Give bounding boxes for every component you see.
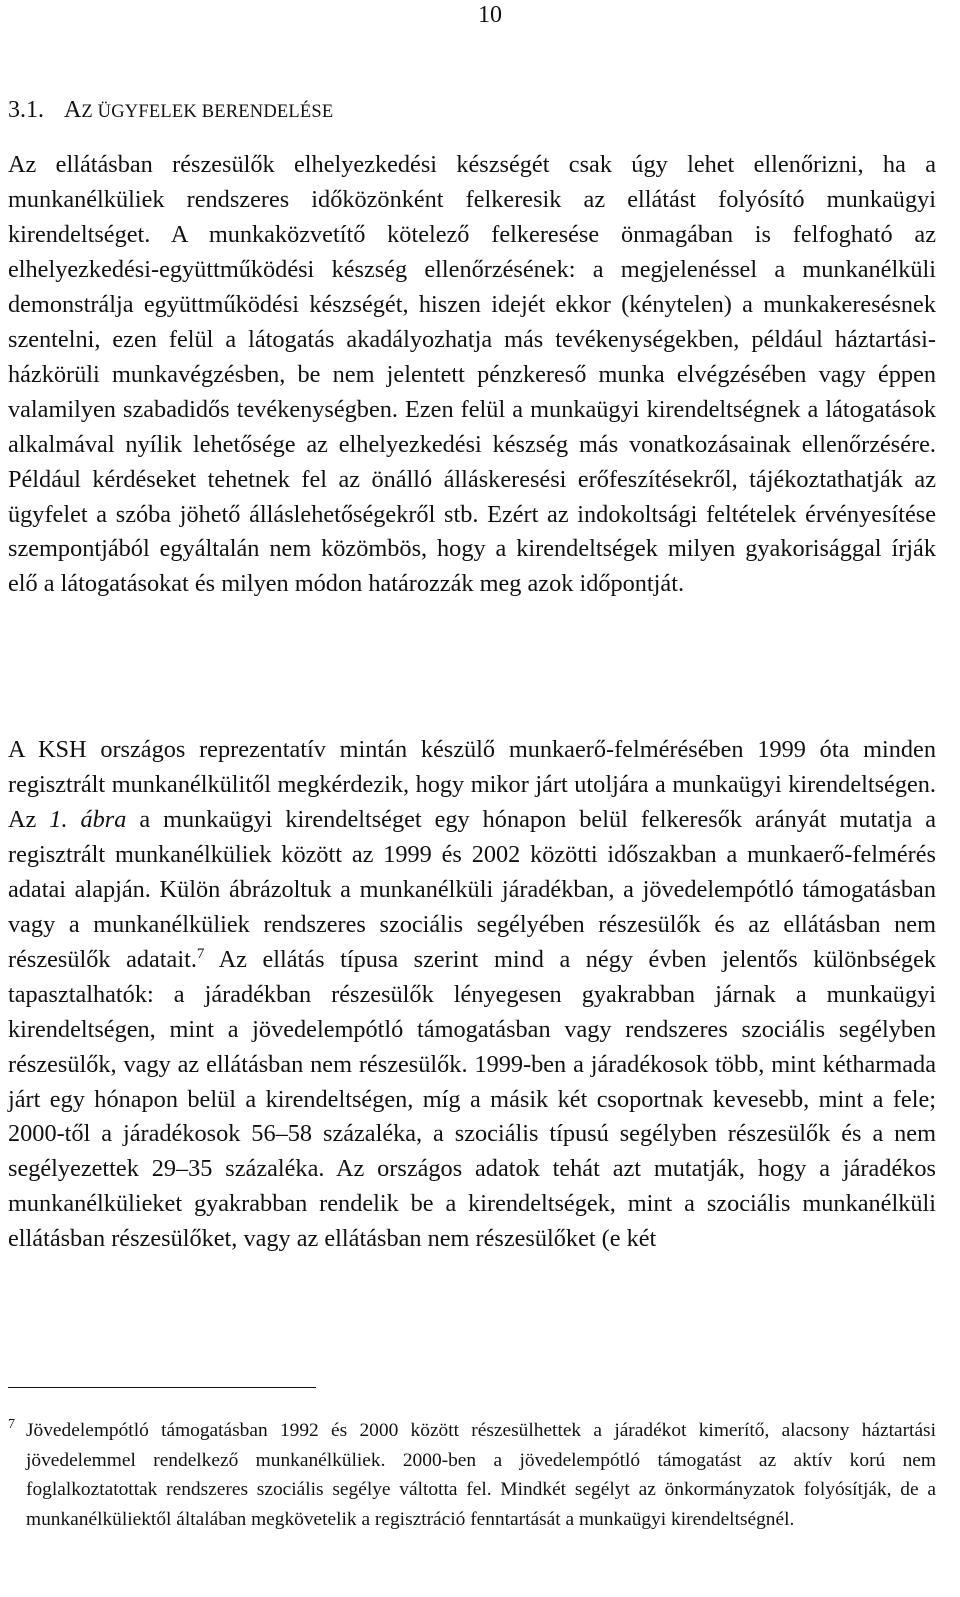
section-title xyxy=(64,97,333,123)
section-heading xyxy=(8,96,333,126)
footnote-text: Jövedelempótló támogatásban 1992 és 2000 között részesülhettek a járadékot kimerítő, alacsony háztartási jövedelemmel rendelkező munkanélküliek. 2000-ben a jövedelempótló támogatást az aktív korú nem foglalkoztatottak rendszeres szociális segélye váltotta fel. Mindkét segélyt az önkormányzatok folyósítják, de a munkanélküliektől általában megkövetelik a regisztráció fenntartását a munkaügyi kirendeltségnél. xyxy=(26,1420,936,1530)
footnote-divider xyxy=(8,1387,316,1388)
footnote-reference: 7 xyxy=(196,945,205,962)
footnote xyxy=(8,1416,936,1534)
section-number: 3.1. xyxy=(8,97,44,123)
paragraph-2-part-b: a munkaügyi kirendeltséget egy hónapon belül felkeresők arányát mutatja a regisztrált munkanélküliek között az 1999 és 2002 közötti időszakban a munkaerő-felmérés adatai alapján. Külön ábrázoltuk a munkanélküli járadékban, a jövedelempótló támogatásban vagy a munkanélküliek rendszeres szociális segélyében részesülők és az ellátásban nem részesülők adatait. xyxy=(8,805,937,973)
page-number: 10 xyxy=(478,2,502,28)
paragraph-2-part-c: Az ellátás típusa szerint mind a négy évben jelentős különbségek tapasztalhatók: a járadékban részesülők lényegesen gyakrabban járnak a munkaügyi kirendeltségen, mint a jövedelempótló támogatásban vagy rendszeres szociális segélyben részesülők, vagy az ellátásban nem részesülők. 1999-ben a járadékosok több, mint kétharmada járt egy hónapon belül a kirendeltségen, míg a másik két csoportnak kevesebb, mint a fele; 2000-től a járadékosok 56–58 százaléka, a szociális típusú segélyben részesülők és a nem segélyezettek 29–35 százaléka. Az országos adatok tehát azt mutatják, hogy a járadékos munkanélkülieket gyakrabban rendelik be a kirendeltségek, mint a szociális munkanélküli ellátásban részesülőket, vagy az ellátásban nem részesülőket (e két xyxy=(8,945,937,1253)
paragraph-2-part-a: A KSH országos reprezentatív mintán készülő munkaerő-felmérésében 1999 óta minden regisztrált munkanélkülitől megkérdezik, hogy mikor járt utoljára a munkaügyi kirendeltségen. Az xyxy=(8,736,936,833)
footnote-mark: 7 xyxy=(8,1417,15,1432)
section-title-rest: Z ÜGYFELEK BERENDELÉSE xyxy=(81,102,334,122)
figure-reference: 1. ábra xyxy=(49,805,127,833)
paragraph-2 xyxy=(8,733,936,1257)
section-title-initial: A xyxy=(64,97,82,123)
paragraph-1: Az ellátásban részesülők elhelyezkedési készségét csak úgy lehet ellenőrizni, ha a munkanélküliek rendszeres időközönként felkeresik az ellátást folyósító munkaügyi kirendeltséget. A munkaközvetítő kötelező felkeresése önmagában is felfogható az elhelyezkedési-együttműködési készség ellenőrzésének: a megjelenéssel a munkanélküli demonstrálja együttműködési készségét, hiszen idejét ekkor (kénytelen) a munkakeresésnek szentelni, ezen felül a látogatás akadályozhatja más tevékenységekben, például háztartási-házkörüli munkavégzésben, be nem jelentett pénzkereső munka elvégzésében vagy éppen valamilyen szabadidős tevékenységben. Ezen felül a munkaügyi kirendeltségnek a látogatások alkalmával nyílik lehetősége az elhelyezkedési készség más vonatkozásainak ellenőrzésére. Például kérdéseket tehetnek fel az önálló álláskeresési erőfeszítésekről, tájékoztathatják az ügyfelet a szóba jöhető álláslehetőségekről stb. Ezért az indokoltsági feltételek érvényesítése szempontjából egyáltalán nem közömbös, hogy a kirendeltségek milyen gyakorisággal írják elő a látogatásokat és milyen módon határozzák meg azok időpontját. xyxy=(8,151,936,598)
